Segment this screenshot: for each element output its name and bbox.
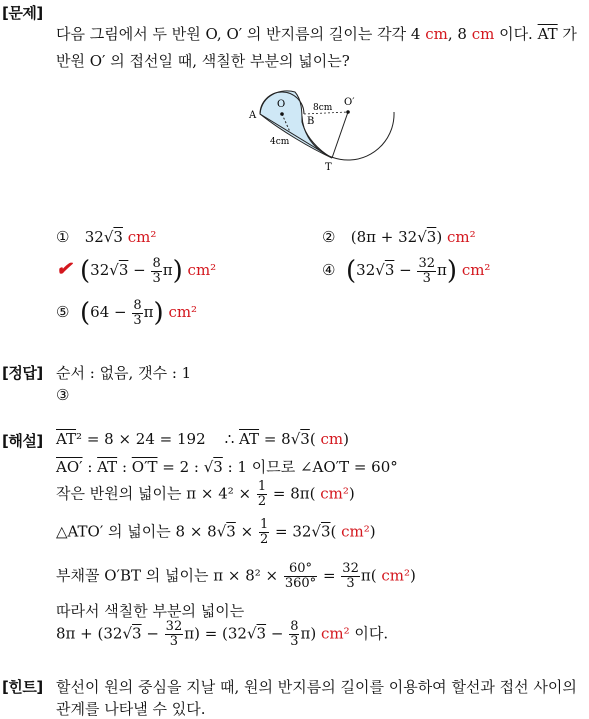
solution-line-3: 작은 반원의 넓이는 π × 4² × $\frac{1}{2}$ = 8π( cm²)	[56, 479, 355, 509]
solution-line-7: 8π + (32√3 − $\frac{32}{3}$ π) = (32√3 − $\frac{8}{3}$ π) cm² 이다.	[56, 619, 389, 649]
hint-line-1: 할선이 원의 중심을 지날 때, 원의 반지름의 길이를 이용하여 할선과 접선 사이의	[56, 678, 577, 696]
radius-line	[332, 112, 348, 158]
choice-5[interactable]: ⑤ (64 − $\frac{8}{3}$ π) cm²	[56, 297, 198, 328]
label-O: O	[277, 99, 286, 110]
choice-1[interactable]: ① 32√3 cm²	[56, 228, 157, 246]
question-tag: [문제]	[2, 4, 43, 22]
check-icon: ✔	[56, 258, 72, 280]
solution-line-4: △ATO′ 의 넓이는 8 × 8√3 × $\frac{1}{2}$ = 32√3( cm²)	[56, 517, 376, 547]
label-T: T	[325, 162, 332, 173]
hint-tag: [힌트]	[2, 678, 43, 696]
question-line-2: 반원 O′ 의 접선일 때, 색칠한 부분의 넓이는?	[56, 52, 350, 70]
solution-tag: [해설]	[2, 432, 43, 450]
solution-line-1: $\overline{AT}^2 = 8 \times 24 = 192$ ∴ $\overline{AT} = 8√3$( cm)	[56, 430, 349, 448]
solution-line-6: 따라서 색칠한 부분의 넓이는	[56, 602, 245, 620]
question-line-1: 다음 그림에서 두 반원 O, O′ 의 반지름의 길이는 각각 4 cm, 8 cm 이다. $\overline{AT}$ 가	[56, 25, 577, 43]
label-O-prime: O′	[344, 97, 355, 108]
geometry-figure	[240, 82, 410, 177]
label-B: B	[307, 116, 315, 127]
label-8cm: 8cm	[313, 103, 333, 113]
answer-line-1: 순서 : 없음, 갯수 : 1	[56, 364, 192, 382]
answer-line-2: ③	[56, 386, 70, 404]
choice-2[interactable]: ② (8π + 32√3) cm²	[322, 228, 476, 246]
hint-line-2: 관계를 나타낼 수 있다.	[56, 700, 206, 718]
answer-tag: [정답]	[2, 364, 43, 382]
label-A: A	[249, 110, 257, 121]
solution-line-5: 부채꼴 O′BT 의 넓이는 π × 8² × $\frac{60^\circ}{360^\circ}$ = $\frac{32}{3}$ π( cm²)	[56, 561, 416, 591]
big-semicircle	[302, 112, 394, 160]
shaded-region	[260, 91, 332, 158]
choice-4[interactable]: ④ (32√3 − $\frac{32}{3}$ π) cm²	[322, 255, 491, 286]
label-4cm: 4cm	[270, 137, 290, 147]
choice-3[interactable]: ✔ (32√3 − $\frac{8}{3}$ π) cm²	[56, 255, 217, 286]
solution-line-2: AO′ : $\overline{AT}$ : O′T = 2 : √3 : 1 이므로 ∠AO′T = 60°	[56, 458, 398, 476]
